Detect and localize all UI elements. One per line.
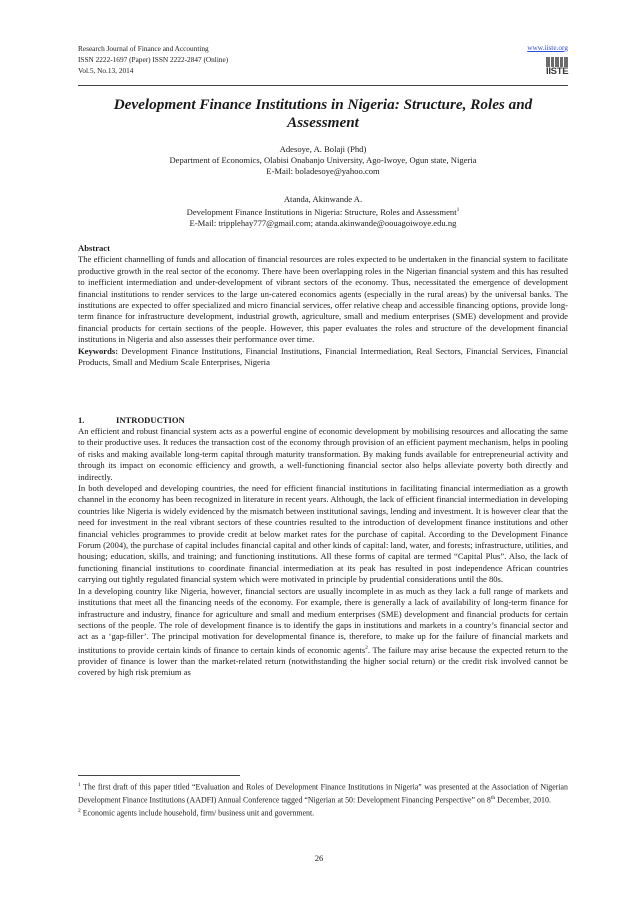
section-title: INTRODUCTION [116, 415, 185, 425]
author-affiliation [78, 205, 568, 218]
affiliation-footnote-marker: 1 [456, 207, 460, 214]
paragraph-text-cont: failure may arise because the expected return to the provider of finance is lower than the market-related return (notwithstanding the higher social return) or the credit risk involved cannot be covered by high risk premium as [78, 644, 568, 678]
footnotes [78, 780, 568, 819]
paragraph: In both developed and developing countries, the need for efficient financial institutions in facilitating financial intermediation as a growth channel in the economy has been recognized in literature in recent years. Although, the lack of efficient financial intermediation in developing countries like Nigeria is widely evidenced by the mismatch between institutional savings, lending and investment. It is however clear that the need for investment in the real vibrant sectors of these countries resulted to the introduction of development finance institutions and other financial vehicles programmes to provide credit at below market rates for the purchase of capital. According to the Development Finance Forum (2004), the purchase of capital includes financial capital and other kinds of capital: land, water, and forests; infrastructure, utilities, and housing; education, skills, and training; and functioning institutions. All these forms of capital are termed “Capital Plus”. Also, the lack of functioning financial institutions to coordinate financial intermediation at its peak has resulted in post independence African countries carrying out tightly regulated financial system which were motivated in principle by prudential considerations until the 80s. [78, 483, 568, 585]
paper-title: Development Finance Institutions in Nigeria: Structure, Roles and Assessment [113, 96, 533, 131]
journal-issn: ISSN 2222-1697 (Paper) ISSN 2222-2847 (Online) [78, 55, 229, 64]
abstract-text: The efficient channelling of funds and allocation of financial resources are roles expected to be undertaken in the financial system to facilitate productive growth in the real sector of the economy. There have been overlapping roles in the Nigerian financial system and this has resulted to inefficient intermediation and under-development of vibrant sectors of the economy. Thus, necessitated the emergence of development financial institutions to render services to the large un-catered economics agents (especially in the rural areas) by the universal banks. The institutions are expected to offer specialized and micro financial services, offer relative cheap and accessible financing options, provide long-term finance for infrastructure development, industrial growth, agriculture, small and medium enterprises (SME) development and provide financial products for certain sections of the people. However, this paper evaluates the roles and structure of the development financial institutions in Nigeria and also assesses their performance over time. [78, 254, 568, 345]
section-heading [78, 415, 568, 426]
abstract-heading: Abstract [78, 243, 110, 253]
logo-text: IISTE [546, 66, 569, 77]
header-rule [78, 85, 568, 86]
paragraph-text-cont: . The [367, 644, 386, 655]
footnote-text: Economic agents include household, firm/ business unit and government. [82, 808, 315, 818]
paragraph: An efficient and robust financial system acts as a powerful engine of economic development by mobilising resources and allocating the same to their productive uses. It reduces the transaction cost of the economy through provision of an efficient payment mechanism, helps in pooling of risks and making available long-term capital through maturity transformation. By making funds available for entrepreneurial activity and through its impact on economic efficiency and growth, a well-functioning financial sector also helps alleviate poverty both directly and indirectly. [78, 426, 568, 482]
author-email: E-Mail: tripplehay777@gmail.com; atanda.akinwande@oouagoiwoye.edu.ng [189, 218, 457, 229]
journal-volume: Vol.5, No.13, 2014 [78, 66, 134, 75]
footnote-text: The first draft of this paper titled “Evaluation and Roles of Development Finance Institutions in Nigeria” was presented at the Association of Nigerian Development Finance Institutions (AADFI) Annual Conference tagged “Nigerian at 50: Development Financing Perspective” on 8 [78, 782, 568, 805]
journal-header [78, 43, 568, 76]
page-number: 26 [314, 853, 324, 863]
author-affiliation: Department of Economics, Olabisi Onabanjo University, Ago-Iwoye, Ogun state, Nigeria [169, 155, 477, 166]
footnote-1 [78, 780, 568, 806]
paragraph-text: In a developing country like Nigeria, however, financial sectors are usually incomplete in as much as they lack a full range of markets and institutions that meet all the financing needs of the economy. For example, there is generally a lack of availability of long-term finance for infrastructure and industry, finance for agriculture and small and medium enterprises (SME) development and financial products for certain sections of the people. The role of development finance is to identify the gaps in institutions and markets in a country’s financial sector and act as a ‘gap-filler’. The principal motivation for developmental finance is, therefore, to make up for the failure of financial markets and institutions to provide certain kinds of finance to certain kinds of economic agents [78, 585, 568, 655]
journal-url-link[interactable]: www.iiste.org [527, 43, 568, 52]
author-block-1 [78, 144, 568, 178]
journal-name: Research Journal of Finance and Accounting [78, 44, 209, 53]
keywords [78, 346, 568, 369]
footnote-ref: 2 [365, 644, 368, 651]
footnote-marker: 1 [78, 782, 81, 788]
keywords-text: Development Finance Institutions, Financial Institutions, Financial Intermediation, Real Sectors, Financial Services, Financial Products, Small and Medium Scale Enterprises, Nigeria [78, 345, 568, 368]
author-name: Atanda, Akinwande A. [283, 194, 363, 204]
section-number: 1. [78, 415, 85, 425]
author-block-2 [78, 194, 568, 229]
author-email: E-Mail: boladesoye@yahoo.com [266, 166, 380, 177]
author-name: Adesoye, A. Bolaji (Phd) [279, 144, 367, 154]
affiliation-text: Development Finance Institutions in Nigeria: Structure, Roles and Assessment [186, 207, 457, 218]
iiste-logo [546, 57, 568, 77]
introduction-body [78, 426, 568, 679]
abstract-section [78, 243, 568, 368]
footnote-ordinal: th [490, 794, 496, 801]
paragraph [78, 586, 568, 679]
keywords-label: Keywords: [78, 345, 119, 356]
footnote-text-cont: December, 2010. [497, 795, 551, 805]
footnote-marker: 2 [78, 807, 81, 814]
footnote-rule [78, 775, 240, 776]
footnote-2 [78, 806, 568, 819]
